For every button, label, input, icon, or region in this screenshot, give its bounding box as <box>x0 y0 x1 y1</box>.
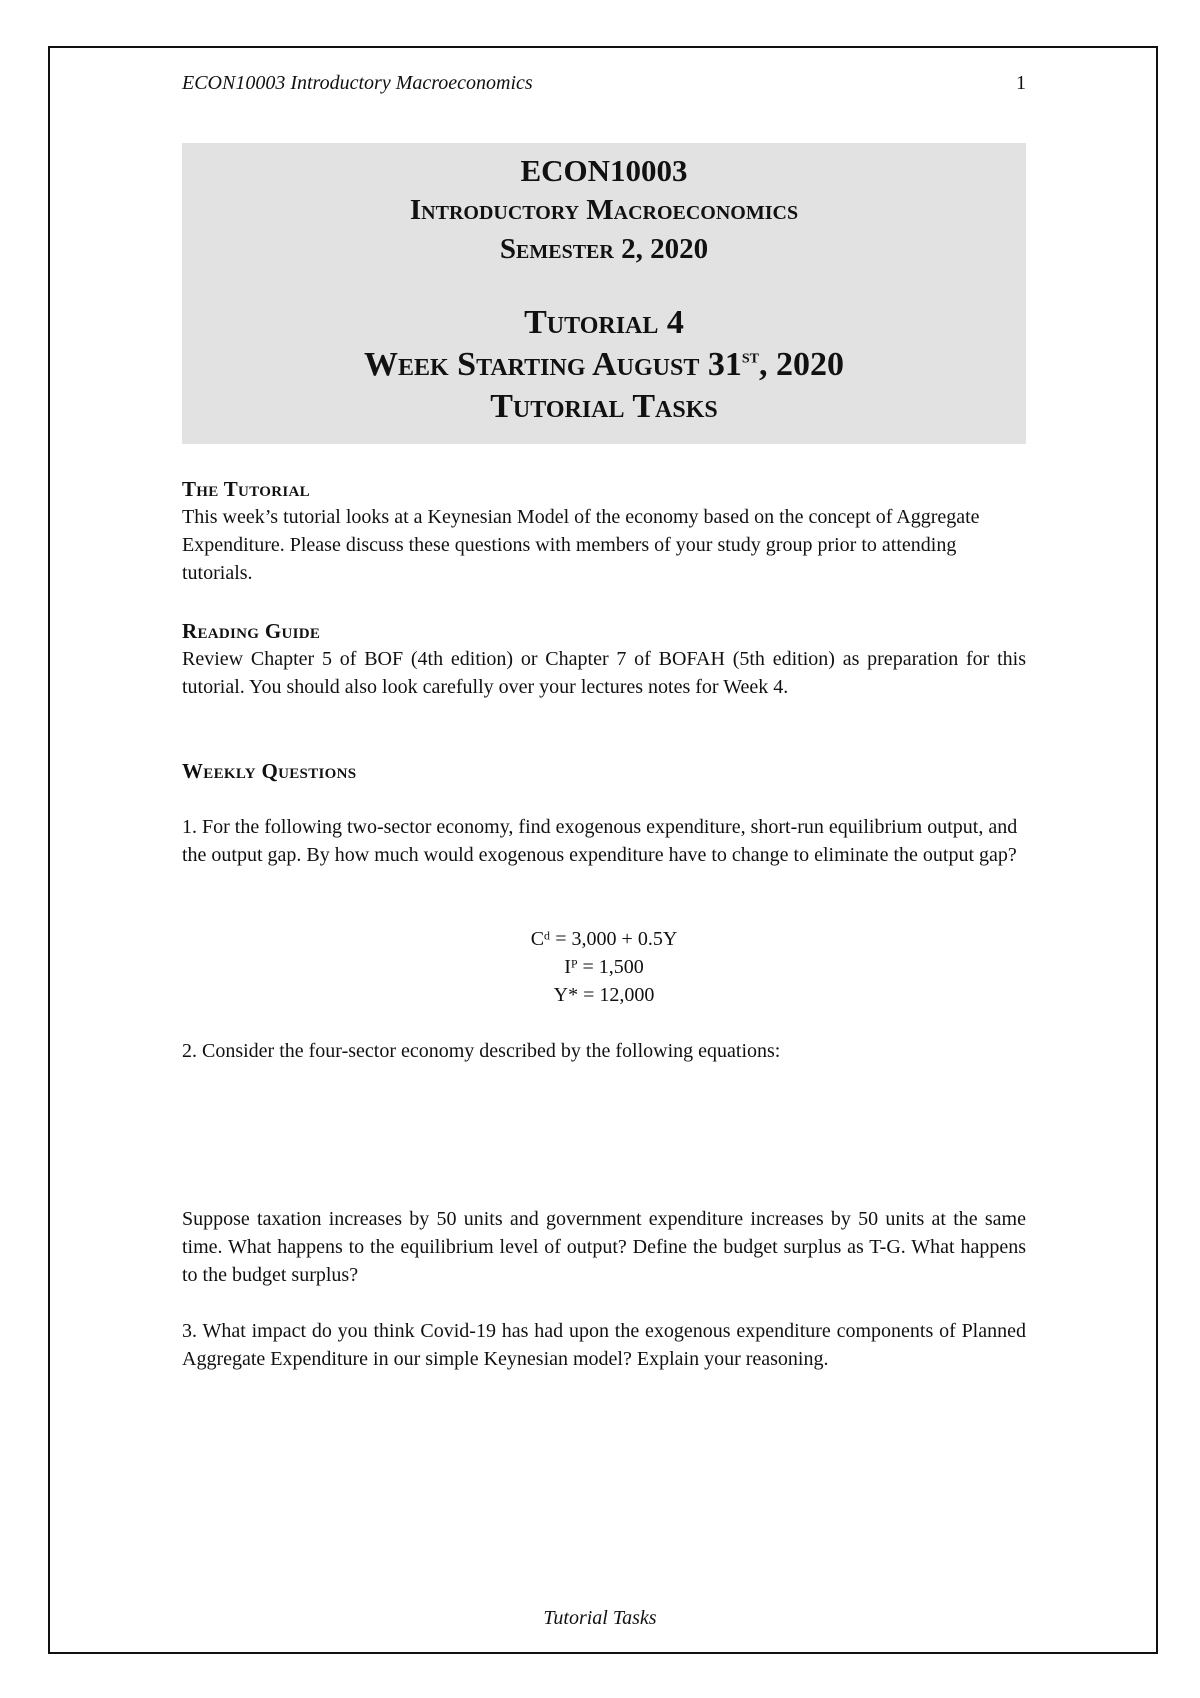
week-ordinal: st <box>741 345 759 368</box>
week-prefix: Week Starting August 31 <box>364 346 742 383</box>
section-weekly-questions <box>182 757 1026 785</box>
question-3 <box>182 1317 1026 1373</box>
equation-investment: Iᴾ = 1,500 <box>564 956 644 978</box>
section-body: Review Chapter 5 of BOF (4th edition) or Chapter 7 of BOFAH (5th edition) as preparation for this tutorial. You should also look carefully over your lectures notes for Week 4. <box>182 648 1026 698</box>
section-the-tutorial <box>182 475 1026 587</box>
week-starting <box>182 345 1026 383</box>
week-year: , 2020 <box>758 346 844 383</box>
question-1-text: 1. For the following two-sector economy, find exogenous expenditure, short-run equilibrium output, and the output gap. By how much would exogenous expenditure have to change to eliminate the output gap? <box>182 816 1018 866</box>
section-body: This week’s tutorial looks at a Keynesian Model of the economy based on the concept of Aggregate Expenditure. Please discuss these questions with members of your study group prior to attending tutorials. <box>182 506 980 584</box>
question-2 <box>182 1037 1026 1065</box>
banner-tasks: Tutorial Tasks <box>490 388 718 425</box>
header-course-title: ECON10003 Introductory Macroeconomics <box>182 72 533 94</box>
course-name: Introductory Macroeconomics <box>409 194 799 226</box>
tutorial-number: Tutorial 4 <box>524 304 684 341</box>
semester: Semester 2, 2020 <box>499 233 709 265</box>
question-2-followup-text: Suppose taxation increases by 50 units and government expenditure increases by 50 units at the same time. What happens to the equilibrium level of output? Define the budget surplus as T-G. What happens to the budget surplus? <box>182 1208 1026 1286</box>
running-header <box>182 72 1026 95</box>
equation-potential-output: Y* = 12,000 <box>553 984 655 1006</box>
section-reading-guide <box>182 617 1026 701</box>
question-3-text: 3. What impact do you think Covid-19 has had upon the exogenous expenditure components of Planned Aggregate Expenditure in our simple Keynesian model? Explain your reasoning. <box>182 1320 1026 1370</box>
page-number: 1 <box>1016 72 1026 94</box>
title-banner <box>182 143 1026 444</box>
section-heading: Weekly Questions <box>182 759 357 783</box>
page-footer: Tutorial Tasks <box>543 1607 657 1629</box>
course-code: ECON10003 <box>520 153 688 188</box>
question-1 <box>182 813 1026 869</box>
section-heading: Reading Guide <box>182 619 321 643</box>
section-heading: The Tutorial <box>182 477 310 501</box>
question-1-equations <box>182 925 1026 1009</box>
question-2-text: 2. Consider the four-sector economy described by the following equations: <box>182 1040 781 1062</box>
question-2-followup <box>182 1205 1026 1289</box>
equation-consumption: Cᵈ = 3,000 + 0.5Y <box>530 928 678 950</box>
